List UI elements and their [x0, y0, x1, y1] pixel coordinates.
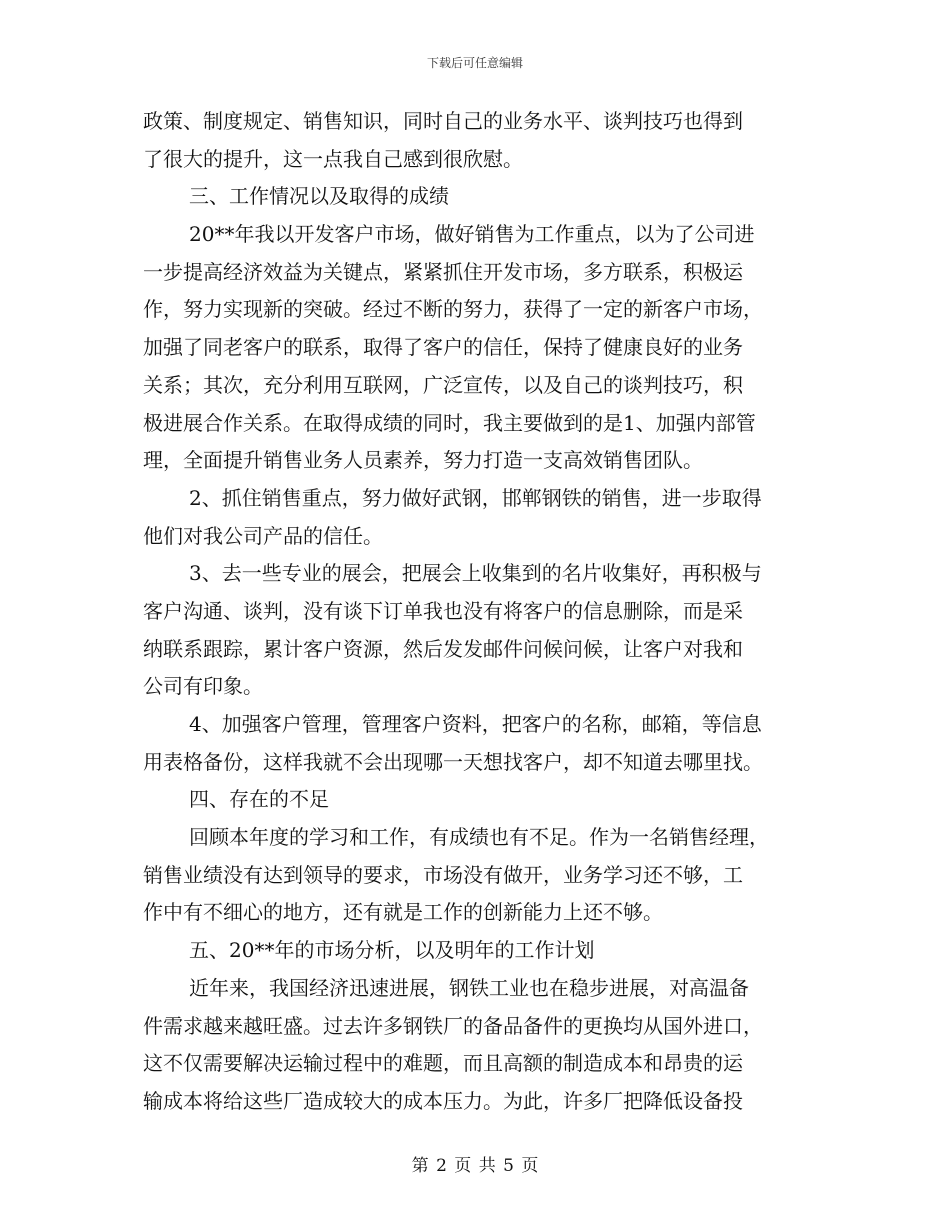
text-line: 公司有印象。 — [143, 674, 263, 699]
page-header: 下载后可任意编辑 — [426, 56, 523, 70]
text-line: 销售业绩没有达到领导的要求，市场没有做开，业务学习还不够，工 — [143, 862, 743, 887]
document-body — [143, 103, 813, 1121]
text-line: 理，全面提升销售业务人员素养，努力打造一支高效销售团队。 — [143, 448, 703, 473]
text-line: 极进展合作关系。在取得成绩的同时，我主要做到的是1、加强内部管 — [143, 410, 756, 435]
text-line: 一步提高经济效益为关键点，紧紧抓住开发市场，多方联系，积极运 — [143, 259, 743, 284]
text-line: 作中有不细心的地方，还有就是工作的创新能力上还不够。 — [143, 900, 663, 925]
text-line: 回顾本年度的学习和工作，有成绩也有不足。作为一名销售经理， — [189, 825, 769, 850]
text-line: 4、加强客户管理，管理客户资料，把客户的名称，邮箱，等信息 — [189, 712, 762, 736]
text-line: 用表格备份，这样我就不会出现哪一天想找客户，却不知道去哪里找。 — [143, 749, 763, 774]
text-line: 三、工作情况以及取得的成绩 — [189, 184, 449, 209]
text-line: 2、抓住销售重点，努力做好武钢，邯郸钢铁的销售，进一步取得 — [189, 485, 762, 510]
text-line: 客户沟通、谈判，没有谈下订单我也没有将客户的信息删除，而是采 — [143, 598, 743, 623]
text-line: 件需求越来越旺盛。过去许多钢铁厂的备品备件的更换均从国外进口， — [143, 1013, 763, 1038]
text-line: 输成本将给这些厂造成较大的成本压力。为此，许多厂把降低设备投 — [143, 1088, 743, 1113]
text-line: 20**年我以开发客户市场，做好销售为工作重点，以为了公司进 — [189, 222, 755, 247]
page-footer: 第 2 页 共 5 页 — [411, 1156, 539, 1176]
text-line: 近年来，我国经济迅速进展，钢铁工业也在稳步进展，对高温备 — [189, 975, 749, 1000]
text-line: 五、20**年的市场分析，以及明年的工作计划 — [189, 938, 595, 963]
text-line: 他们对我公司产品的信任。 — [143, 523, 383, 548]
text-line: 纳联系跟踪，累计客户资源，然后发发邮件问候问候，让客户对我和 — [143, 636, 743, 661]
text-line: 3、去一些专业的展会，把展会上收集到的名片收集好，再积极与 — [189, 561, 762, 586]
text-line: 四、存在的不足 — [189, 787, 329, 812]
text-line: 加强了同老客户的联系，取得了客户的信任，保持了健康良好的业务 — [143, 335, 743, 360]
text-line: 关系；其次，充分利用互联网，广泛宣传，以及自己的谈判技巧，积 — [143, 372, 743, 397]
text-line: 政策、制度规定、销售知识，同时自己的业务水平、谈判技巧也得到 — [143, 109, 743, 133]
text-line: 作，努力实现新的突破。经过不断的努力，获得了一定的新客户市场， — [143, 297, 763, 322]
text-line: 了很大的提升，这一点我自己感到很欣慰。 — [143, 146, 523, 171]
text-line: 这不仅需要解决运输过程中的难题，而且高额的制造成本和昂贵的运 — [143, 1051, 743, 1076]
